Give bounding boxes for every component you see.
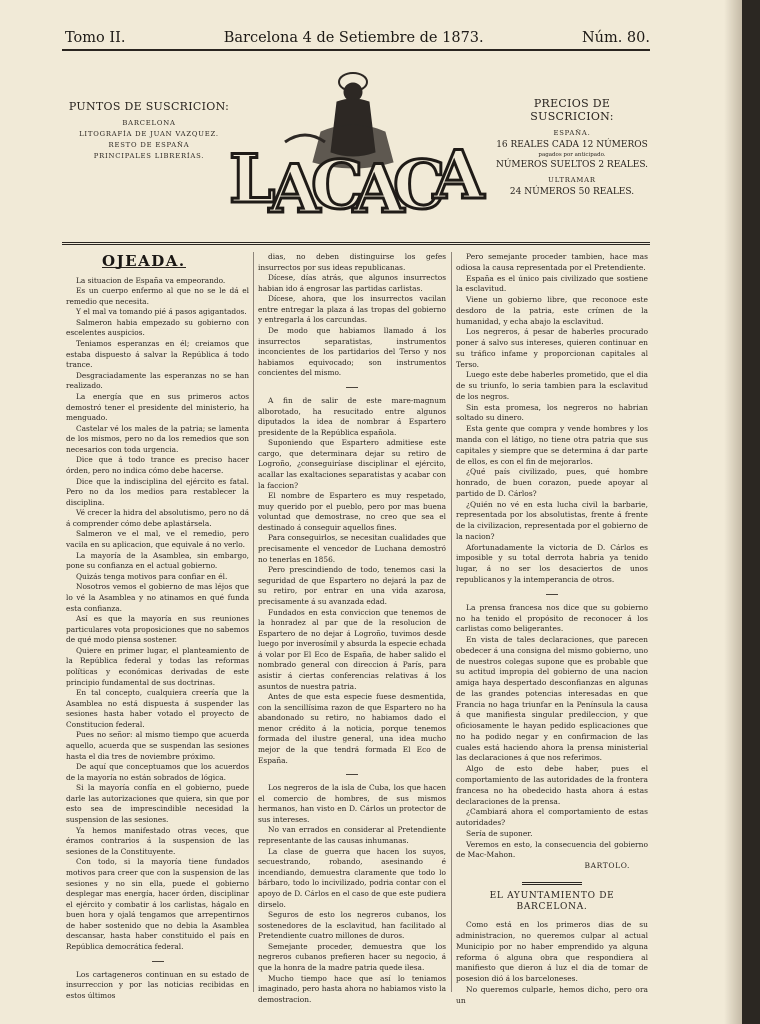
paragraph: Suponiendo que Espartero admitiese este cargo, que determinara dejar su retiro de Logroño, ¿conseguiríase disciplinar el ejército, acallar las exaltaciones separatistas y acabar con la faccion? xyxy=(258,438,446,490)
subs-left-line: PRINCIPALES LIBRERÍAS. xyxy=(93,152,205,160)
subs-right-line: 24 NÚMEROS 50 REALES. xyxy=(509,187,635,197)
masthead xyxy=(65,26,650,50)
paragraph: En vista de tales declaraciones, que parecen obedecer á una consigna del mismo gobierno, uno de nuestros colegas supone que es probable que su actitud impropia del gobierno de una nacion amiga haya despertado desconfianzas en algunas de las grandes potencias interesadas en que Francia no haga triunfar en la Península la causa á que manifiesta singular predileccion, y que oficiosamente le hayan pedido esplicaciones que no ha podido negar y en confirmacion de las cuales está haciendo ahora la prensa ministerial las declaraciones á que nos referimos. xyxy=(456,635,648,763)
paragraph: Castelar vé los males de la patria; se lamenta de los mismos, pero no da los remedios que son necesarios con toda urgencia. xyxy=(66,423,249,454)
section-separator xyxy=(346,774,358,775)
paragraph: Con todo, si la mayoría tiene fundados motivos para creer que con la suspension de las sesiones y no sin ella, puede el gobierno desplegar mas energía, hacer órden, disciplinar el ejército y combatir á los carlistas, hágalo en buen hora y ojalá tengamos que arrepentirnos de haber sostenido que no debia la Asamblea descansar, hasta haber constituido el país en República democrática federal. xyxy=(66,857,249,951)
paragraph: Algo de esto debe haber, pues el comportamiento de las autoridades de la frontera francesa no ha obedecido hasta ahora á estas declaraciones de la prensa. xyxy=(456,764,648,806)
paragraph: Luego este debe haberles prometido, que el dia de su triunfo, lo seria tambien para la esclavitud de los negros. xyxy=(456,370,648,401)
paragraph: De modo que habiamos llamado á los insurrectos separatistas, instrumentos inconcientes de los partidarios del Terso y nos habiamos equivocado; son instrumentos concientes del mismo. xyxy=(258,326,446,378)
paragraph: dias, no deben distinguirse los gefes insurrectos por sus ideas republicanas. xyxy=(258,252,446,272)
logo-letter: A xyxy=(353,150,405,220)
volume-number: Tomo II. xyxy=(65,30,126,46)
section-rule xyxy=(522,882,582,885)
paragraph: Dice que la indisciplina del ejército es fatal. Pero no da los medios para restablecer la disciplina. xyxy=(66,476,249,507)
section-separator xyxy=(546,594,558,595)
column-divider xyxy=(253,252,254,992)
paragraph: Es un cuerpo enfermo al que no se le dá el remedio que necesita. xyxy=(66,286,249,306)
subscription-prices xyxy=(492,97,652,199)
paragraph: Dícese, ahora, que los insurrectos vacilan entre entregar la plaza á las tropas del gobierno y entregarla á los carcundas. xyxy=(258,294,446,325)
paragraph: Sería de suponer. xyxy=(466,828,533,838)
paragraph: Quiere en primer lugar, el planteamiento de la República federal y todas las reformas políticas y económicas derivadas de este principio fundamental de sus doctrinas. xyxy=(66,645,249,687)
section-separator xyxy=(346,387,358,388)
paragraph: La situacion de España va empeorando. xyxy=(76,275,226,285)
paragraph: Ya hemos manifestado otras veces, que éramos contrarios á la suspension de las sesiones de la Constituyente. xyxy=(66,825,249,856)
paragraph: El nombre de Espartero es muy respetado, muy querido por el pueblo, pero por mas buena voluntad que demostrase, no creo que sea el destinado á conseguir aquellos fines. xyxy=(258,491,446,532)
paragraph: Como está en los primeros dias de su administracion, no queremos culpar al actual Municipio por no haber emprendido ya alguna reforma ó alguna obra que respondiera al manifiesto que dieron á luz el dia de tomar de posesion dió á los barceloneses. xyxy=(456,920,648,984)
paragraph: Para conseguirlos, se necesitan cualidades que precisamente el vencedor de Luchana demostró no tenerlas en 1856. xyxy=(258,533,446,564)
section-separator xyxy=(152,961,164,962)
paragraph: En tal concepto, cualquiera creería que la Asamblea no está dispuesta á suspender las sesiones hasta haber votado el proyecto de Constitucion federal. xyxy=(66,688,249,729)
subs-right-line: pagados por anticipado. xyxy=(538,152,606,158)
paragraph: España es el único pais civilizado que sostiene la esclavitud. xyxy=(456,273,648,294)
logo-letter: A xyxy=(433,136,485,214)
issue-number: Núm. 80. xyxy=(581,30,650,46)
paragraph: ¿Qué país civilizado, pues, qué hombre honrado, de buen corazon, puede apoyar al partido de D. Cárlos? xyxy=(456,467,648,498)
column-2 xyxy=(258,252,446,1005)
paragraph: Si la mayoría confía en el gobierno, puede darle las autorizaciones que quiera, sin que por esto sea de imprescindible necesidad la suspension de las sesiones. xyxy=(66,783,249,825)
paragraph: La clase de guerra que hacen los suyos, secuestrando, robando, asesinando é incendiando, demuestra claramente que todo lo bárbaro, todo lo incivilizado, podria contar con el apoyo de D. Cárlos en el caso de que este pudiera dirselo. xyxy=(258,846,446,909)
dateline: Barcelona 4 de Setiembre de 1873. xyxy=(223,30,484,46)
logo-letter: A xyxy=(269,150,321,220)
article-title-ayuntamiento: EL AYUNTAMIENTO DE BARCELONA. xyxy=(489,890,615,912)
paragraph: Fundados en esta conviccion que tenemos de la honradez al par que de la resolucion de Espartero de no dejar á Logroño, tuvimos desde luego por inverosímil y absurda la especie echada á volar por El Eco de España, de haber salido el nombrado general con direccion á París, para asistir á ciertas conferencias relativas á los asuntos de nuestra patria. xyxy=(258,607,446,691)
column-3 xyxy=(456,252,648,1007)
paragraph: Así es que la mayoría en sus reuniones particulares vota proposiciones que no sabemos de qué modo piensa sostener. xyxy=(66,614,249,645)
paragraph: Dícese, días atrás, que algunos insurrectos habian ido á engrosar las partidas carlistas. xyxy=(258,273,446,293)
paragraph: Afortunadamente la victoria de D. Cárlos es imposible y su total derrota habria ya tenido lugar, á no ser los desaciertos de unos republicanos y la intemperancia de otros. xyxy=(456,542,648,584)
paragraph: Mucho tiempo hace que así lo teniamos imaginado, pero hasta ahora no habiamos visto la demostracion. xyxy=(258,973,446,1004)
logo-letter: L xyxy=(229,140,276,218)
paragraph: Veremos en esto, la consecuencia del gobierno de Mac-Mahon. xyxy=(456,839,648,860)
paragraph: Pero prescindiendo de todo, tenemos casi la seguridad de que Espartero no dejará la paz de su retiro, por entrar en una vida azarosa, precisamente á su avanzada edad. xyxy=(258,565,446,606)
paragraph: Pero semejante proceder tambien, hace mas odiosa la causa representada por el Pretendiente. xyxy=(456,252,648,272)
paragraph: Esta gente que compra y vende hombres y los manda con el látigo, no tiene otra patria que sus capitales y siempre que se determina á dar parte de ellos, es con el fin de mejorarlos. xyxy=(456,424,648,466)
header-rule xyxy=(62,242,650,245)
paragraph: Salmeron ve el mal, ve el remedio, pero vacila en su aplicacion, que equivale á no verlo. xyxy=(66,529,249,550)
paragraph: Vé crecer la hidra del absolutismo, pero no dá á comprender cómo debe aplastársela. xyxy=(66,508,249,528)
paragraph: Nosotros vemos el gobierno de mas léjos que lo vé la Asamblea y no atinamos en qué funda esta confianza. xyxy=(66,582,249,613)
paragraph: Salmeron habia empezado su gobierno con escelentes auspicios. xyxy=(66,317,249,338)
signature: BARTOLO. xyxy=(584,861,630,871)
paragraph: No queremos culparle, hemos dicho, pero ora un xyxy=(456,985,648,1005)
paragraph: Antes de que esta especie fuese desmentida, con la sencillísima razon de que Espartero no ha abandonado su retiro, no habiamos dado el menor crédito á la noticia, porque tenemos formada del ilustre general, una idea mucho mejor de la que tendrá formada El Eco de España. xyxy=(258,692,446,765)
subs-right-line: ESPAÑA. xyxy=(553,129,591,137)
subs-right-line: ULTRAMAR xyxy=(548,176,596,184)
paragraph: Los negreros, á pesar de haberles procurado poner á salvo sus intereses, quieren continuar en su tráfico infame y proporcionan capitales al Terso. xyxy=(456,327,648,369)
paragraph: La mayoría de la Asamblea, sin embargo, pone su confianza en el actual gobierno. xyxy=(66,550,249,571)
subscription-points xyxy=(66,100,232,162)
paragraph: Dice que á todo trance es preciso hacer órden, pero no indica cómo debe hacerse. xyxy=(66,455,249,475)
masthead-rule xyxy=(62,49,650,51)
logo-letter: C xyxy=(311,146,364,220)
figure-head-icon xyxy=(344,83,362,101)
paragraph: De aquí que conceptuamos que los acuerdos de la mayoría no están sobrados de lógica. xyxy=(66,762,249,782)
paragraph: Sin esta promesa, los negreros no habrian soltado su dinero. xyxy=(456,402,648,423)
paragraph: Los negreros de la isla de Cuba, los que hacen el comercio de hombres, de sus mismos hermanos, han visto en D. Cárlos un protector de sus intereses. xyxy=(258,783,446,824)
subs-right-line: 16 REALES CADA 12 NÚMEROS xyxy=(496,140,648,150)
subs-right-line: NÚMEROS SUELTOS 2 REALES. xyxy=(495,160,649,170)
article-title-ojeada: OJEADA. xyxy=(102,252,186,270)
logo-letter: C xyxy=(393,146,446,220)
subs-left-line: RESTO DE ESPAÑA xyxy=(108,141,190,149)
subscription-points-heading: PUNTOS DE SUSCRICION: xyxy=(68,100,230,113)
paragraph: Y el mal va tomando pié á pasos agigantados. xyxy=(76,307,247,317)
la-campana-logo xyxy=(225,62,487,220)
paragraph: Semejante proceder, demuestra que los negreros cubanos prefieren hacer su negocio, á que la honra de la madre patria quede ilesa. xyxy=(258,941,446,972)
paragraph: Pues no señor: al mismo tiempo que acuerda aquello, acuerda que se suspendan las sesiones hasta el dia tres de noviembre próximo. xyxy=(66,730,249,761)
paragraph: No van errados en considerar al Pretendiente representante de las causas inhumanas. xyxy=(258,825,446,846)
paragraph: Desgraciadamente las esperanzas no se han realizado. xyxy=(66,370,249,391)
paragraph: ¿Cambiará ahora el comportamiento de estas autoridades? xyxy=(456,807,648,828)
subscription-prices-heading: PRECIOS DE SUSCRICION: xyxy=(530,97,614,123)
subs-left-line: LITOGRAFÍA DE JUAN VAZQUEZ. xyxy=(79,130,219,138)
paragraph: Los cartageneros continuan en su estado de insurreccion y por las noticias recibidas en estos últimos xyxy=(66,969,249,1000)
column-divider xyxy=(451,252,452,992)
paragraph: La prensa francesa nos dice que su gobierno no ha tenido el propósito de reconocer á los carlistas como beligerantes. xyxy=(456,602,648,634)
paragraph: La energía que en sus primeros actos demostró tener el presidente del ministerio, ha menguado. xyxy=(66,391,249,423)
paragraph: A fin de salir de este mare-magnum alborotado, ha resucitado entre algunos diputados la idea de nombrar á Espartero presidente de la República española. xyxy=(258,395,446,437)
paragraph: Teniamos esperanzas en él; creiamos que estaba dispuesto á salvar la República á todo trance. xyxy=(66,339,249,370)
paragraph: Seguros de esto los negreros cubanos, los sostenedores de la esclavitud, han facilitado al Pretendiente cuatro millones de duros. xyxy=(258,910,446,941)
paragraph: Viene un gobierno libre, que reconoce este desdoro de la patria, este crímen de la humanidad, y echa abajo la esclavitud. xyxy=(456,295,648,326)
paragraph: ¿Quién no vé en esta lucha civil la barbarie, representada por los absolutistas, frente á frente de la civilizacion, representada por el gobierno de la nacion? xyxy=(456,499,648,541)
paragraph: Quizás tenga motivos para confiar en él. xyxy=(76,571,228,581)
column-1 xyxy=(66,252,249,1001)
subs-left-line: BARCELONA xyxy=(122,119,176,127)
